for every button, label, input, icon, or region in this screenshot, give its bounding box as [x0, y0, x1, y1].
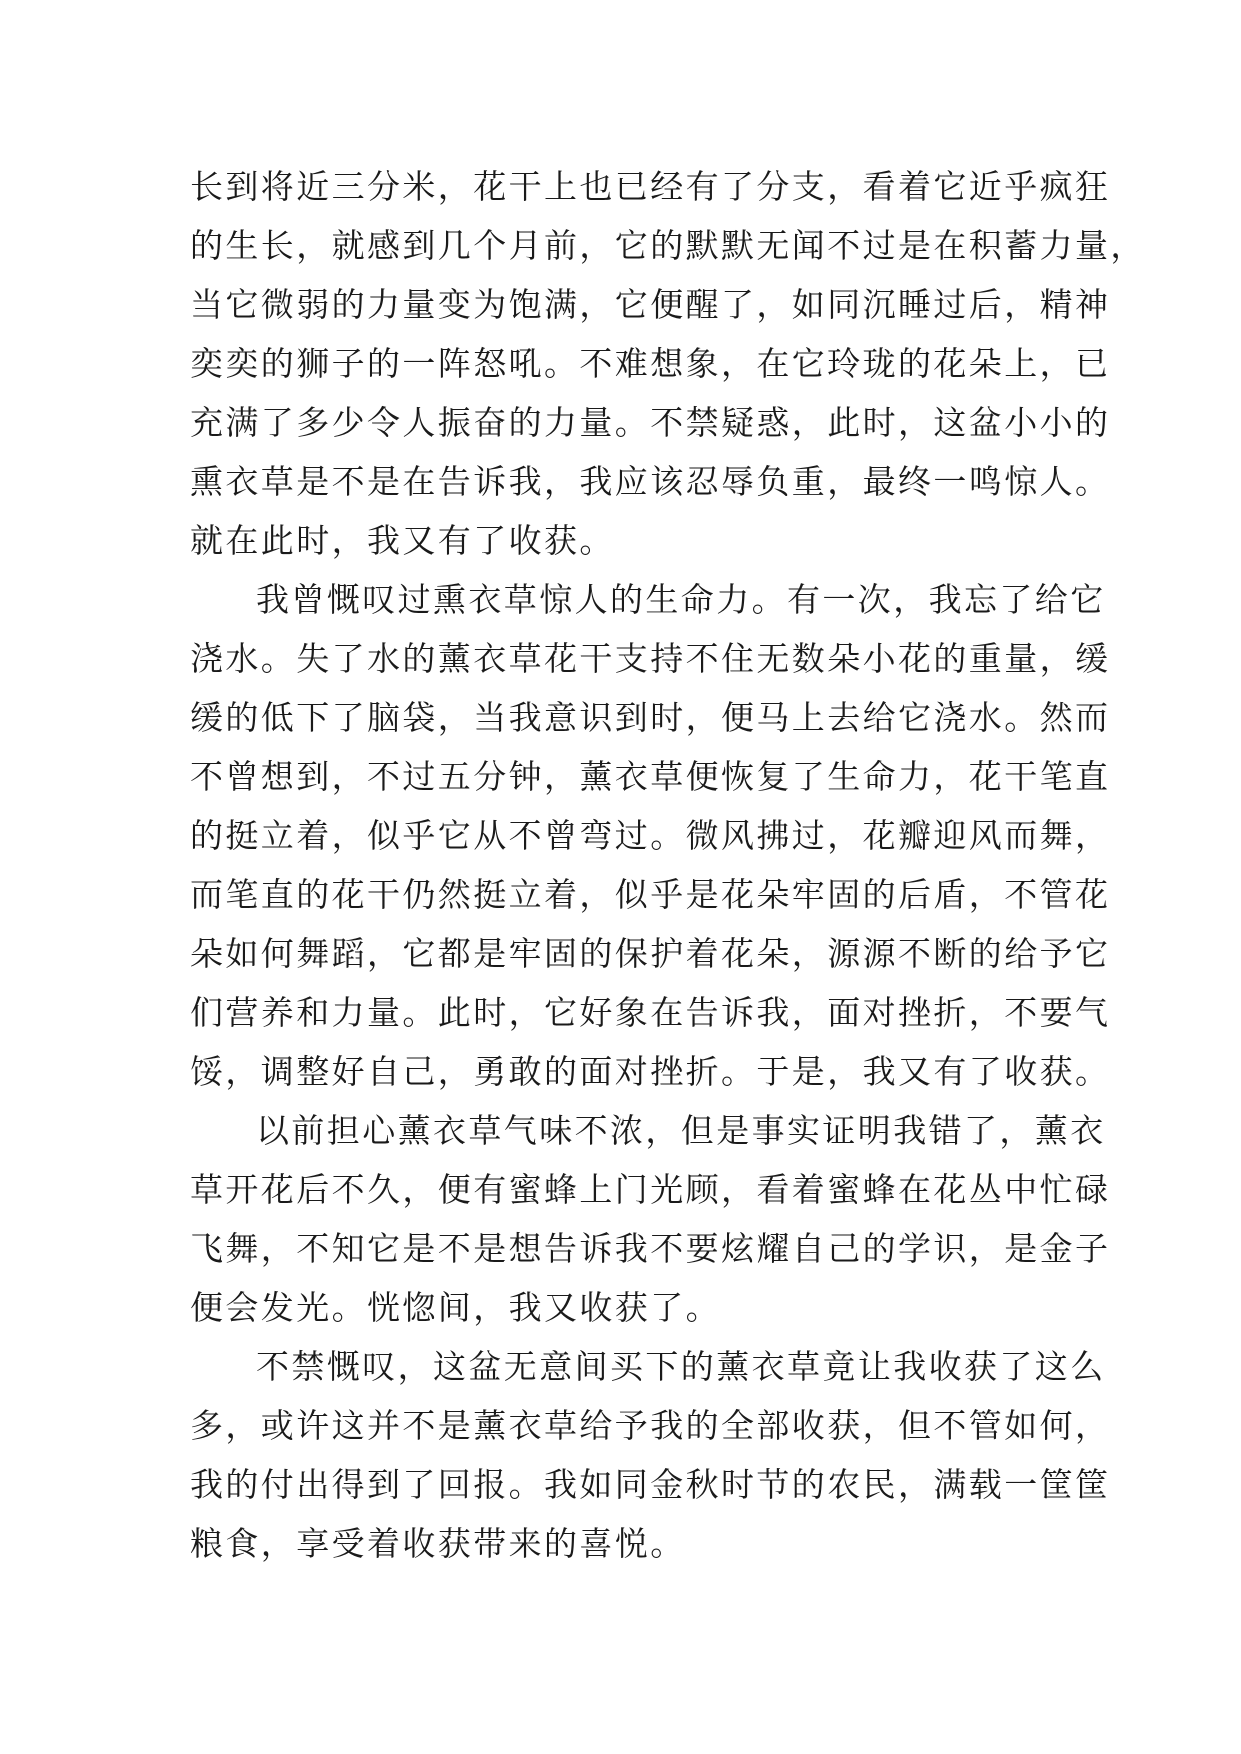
- paragraph-start-line: 以前担心薰衣草气味不浓，但是事实证明我错了，薰衣: [256, 1111, 1106, 1150]
- text-line: 朵如何舞蹈，它都是牢固的保护着花朵，源源不断的给予它: [190, 934, 1111, 973]
- text-line: 充满了多少令人振奋的力量。不禁疑惑，此时，这盆小小的: [190, 403, 1111, 442]
- text-line: 粮食，享受着收获带来的喜悦。: [190, 1524, 686, 1563]
- text-line: 浇水。失了水的薰衣草花干支持不住无数朵小花的重量，缓: [190, 639, 1111, 678]
- paragraph-start-line: 我曾慨叹过熏衣草惊人的生命力。有一次，我忘了给它: [256, 580, 1106, 619]
- text-line: 馁，调整好自己，勇敢的面对挫折。于是，我又有了收获。: [190, 1052, 1111, 1091]
- text-line: 长到将近三分米，花干上也已经有了分支，看着它近乎疯狂: [190, 167, 1111, 206]
- text-line: 多，或许这并不是薰衣草给予我的全部收获，但不管如何，: [190, 1406, 1111, 1445]
- text-line: 飞舞，不知它是不是想告诉我不要炫耀自己的学识，是金子: [190, 1229, 1111, 1268]
- text-line: 缓的低下了脑袋，当我意识到时，便马上去给它浇水。然而: [190, 698, 1111, 737]
- text-line: 的挺立着，似乎它从不曾弯过。微风拂过，花瓣迎风而舞，: [190, 816, 1111, 855]
- body-text: [190, 157, 1146, 1573]
- text-line: 们营养和力量。此时，它好象在告诉我，面对挫折，不要气: [190, 993, 1111, 1032]
- text-line: 熏衣草是不是在告诉我，我应该忍辱负重，最终一鸣惊人。: [190, 462, 1111, 501]
- text-line: 便会发光。恍惚间，我又收获了。: [190, 1288, 721, 1327]
- text-line: 当它微弱的力量变为饱满，它便醒了，如同沉睡过后，精神: [190, 285, 1111, 324]
- paragraph-start-line: 不禁慨叹，这盆无意间买下的薰衣草竟让我收获了这么: [256, 1347, 1106, 1386]
- text-line: 的生长，就感到几个月前，它的默默无闻不过是在积蓄力量，: [190, 226, 1146, 265]
- text-line: 不曾想到，不过五分钟，薰衣草便恢复了生命力，花干笔直: [190, 757, 1111, 796]
- text-line: 草开花后不久，便有蜜蜂上门光顾，看着蜜蜂在花丛中忙碌: [190, 1170, 1111, 1209]
- text-line: 就在此时，我又有了收获。: [190, 521, 615, 560]
- text-line: 奕奕的狮子的一阵怒吼。不难想象，在它玲珑的花朵上，已: [190, 344, 1111, 383]
- text-line: 而笔直的花干仍然挺立着，似乎是花朵牢固的后盾，不管花: [190, 875, 1111, 914]
- text-line: 我的付出得到了回报。我如同金秋时节的农民，满载一筐筐: [190, 1465, 1111, 1504]
